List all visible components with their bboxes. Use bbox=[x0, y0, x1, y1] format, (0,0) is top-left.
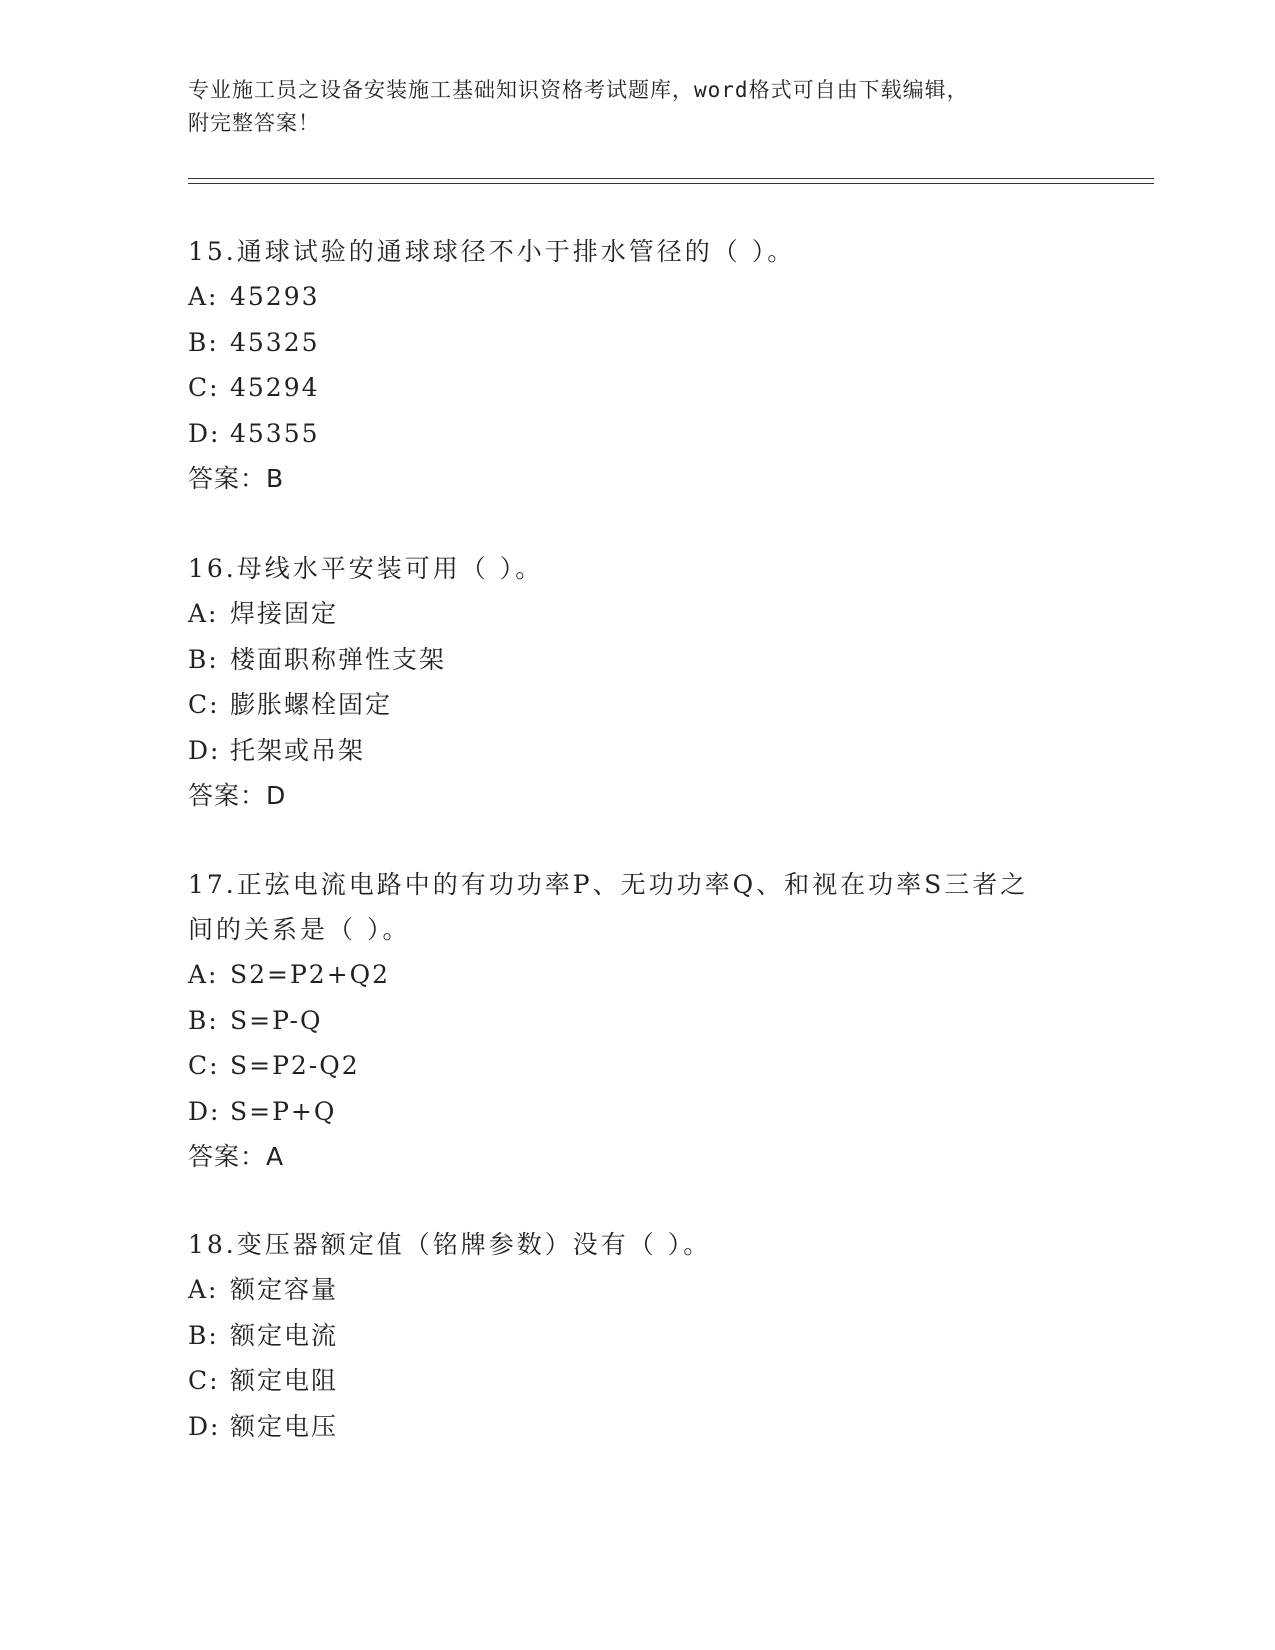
option-d bbox=[188, 411, 1088, 457]
option-letter: A: bbox=[188, 1275, 219, 1304]
option-text: 焊接固定 bbox=[230, 599, 339, 628]
option-text: 膨胀螺栓固定 bbox=[230, 690, 393, 719]
option-letter: B: bbox=[188, 327, 219, 357]
option-d bbox=[188, 728, 1088, 774]
option-a bbox=[188, 1267, 1088, 1313]
option-text: S2=P2+Q2 bbox=[230, 960, 391, 989]
option-a bbox=[188, 274, 1088, 320]
option-a bbox=[188, 591, 1088, 637]
option-letter: B: bbox=[188, 644, 219, 674]
option-text: 额定电流 bbox=[230, 1320, 339, 1350]
option-a bbox=[188, 952, 1048, 998]
option-letter: D: bbox=[188, 1411, 221, 1441]
option-b bbox=[188, 1313, 1088, 1359]
option-letter: D: bbox=[188, 1096, 221, 1126]
option-letter: D: bbox=[188, 418, 221, 448]
option-text: 45293 bbox=[230, 282, 320, 311]
option-text: 45325 bbox=[230, 327, 320, 357]
option-letter: C: bbox=[188, 1366, 220, 1395]
option-b bbox=[188, 637, 1088, 683]
question-stem: 16.母线水平安装可用（ ）。 bbox=[188, 554, 544, 583]
option-b bbox=[188, 998, 1048, 1044]
header-divider-bottom bbox=[188, 183, 1154, 184]
option-letter: A: bbox=[188, 960, 219, 989]
option-text: 额定电压 bbox=[230, 1411, 339, 1441]
question-stem: 15.通球试验的通球球径不小于排水管径的（ ）。 bbox=[188, 237, 796, 266]
option-c bbox=[188, 1043, 1048, 1089]
option-text: 45355 bbox=[230, 418, 320, 448]
answer: 答案：B bbox=[188, 464, 285, 493]
option-text: 额定容量 bbox=[230, 1275, 339, 1304]
option-text: 楼面职称弹性支架 bbox=[230, 644, 447, 674]
option-c bbox=[188, 1358, 1088, 1404]
option-d bbox=[188, 1089, 1048, 1135]
question-17 bbox=[188, 862, 1048, 1179]
question-18 bbox=[188, 1222, 1088, 1449]
option-letter: B: bbox=[188, 1320, 219, 1350]
option-c bbox=[188, 365, 1088, 411]
option-text: 45294 bbox=[230, 373, 320, 402]
option-text: S=P+Q bbox=[230, 1096, 337, 1126]
option-text: S=P-Q bbox=[230, 1005, 323, 1035]
question-stem: 17.正弦电流电路中的有功功率P、无功功率Q、和视在功率S三者之间的关系是（ ）。 bbox=[188, 870, 1029, 944]
answer: 答案：D bbox=[188, 781, 287, 810]
option-text: S=P2-Q2 bbox=[230, 1051, 360, 1080]
header-line-1: 专业施工员之设备安装施工基础知识资格考试题库，word格式可自由下载编辑， bbox=[188, 78, 969, 102]
option-text: 托架或吊架 bbox=[230, 735, 366, 765]
option-letter: B: bbox=[188, 1005, 219, 1035]
document-header bbox=[188, 74, 1068, 140]
question-16 bbox=[188, 546, 1088, 818]
option-letter: C: bbox=[188, 690, 220, 719]
question-stem: 18.变压器额定值（铭牌参数）没有（ ）。 bbox=[188, 1230, 712, 1259]
option-c bbox=[188, 682, 1088, 728]
option-text: 额定电阻 bbox=[230, 1366, 339, 1395]
header-line-2: 附完整答案！ bbox=[188, 111, 320, 135]
header-divider-top bbox=[188, 178, 1154, 179]
option-b bbox=[188, 320, 1088, 366]
answer: 答案：A bbox=[188, 1142, 285, 1171]
option-d bbox=[188, 1404, 1088, 1450]
option-letter: D: bbox=[188, 735, 221, 765]
option-letter: A: bbox=[188, 599, 219, 628]
option-letter: A: bbox=[188, 282, 219, 311]
option-letter: C: bbox=[188, 373, 220, 402]
option-letter: C: bbox=[188, 1051, 220, 1080]
question-15 bbox=[188, 229, 1088, 501]
